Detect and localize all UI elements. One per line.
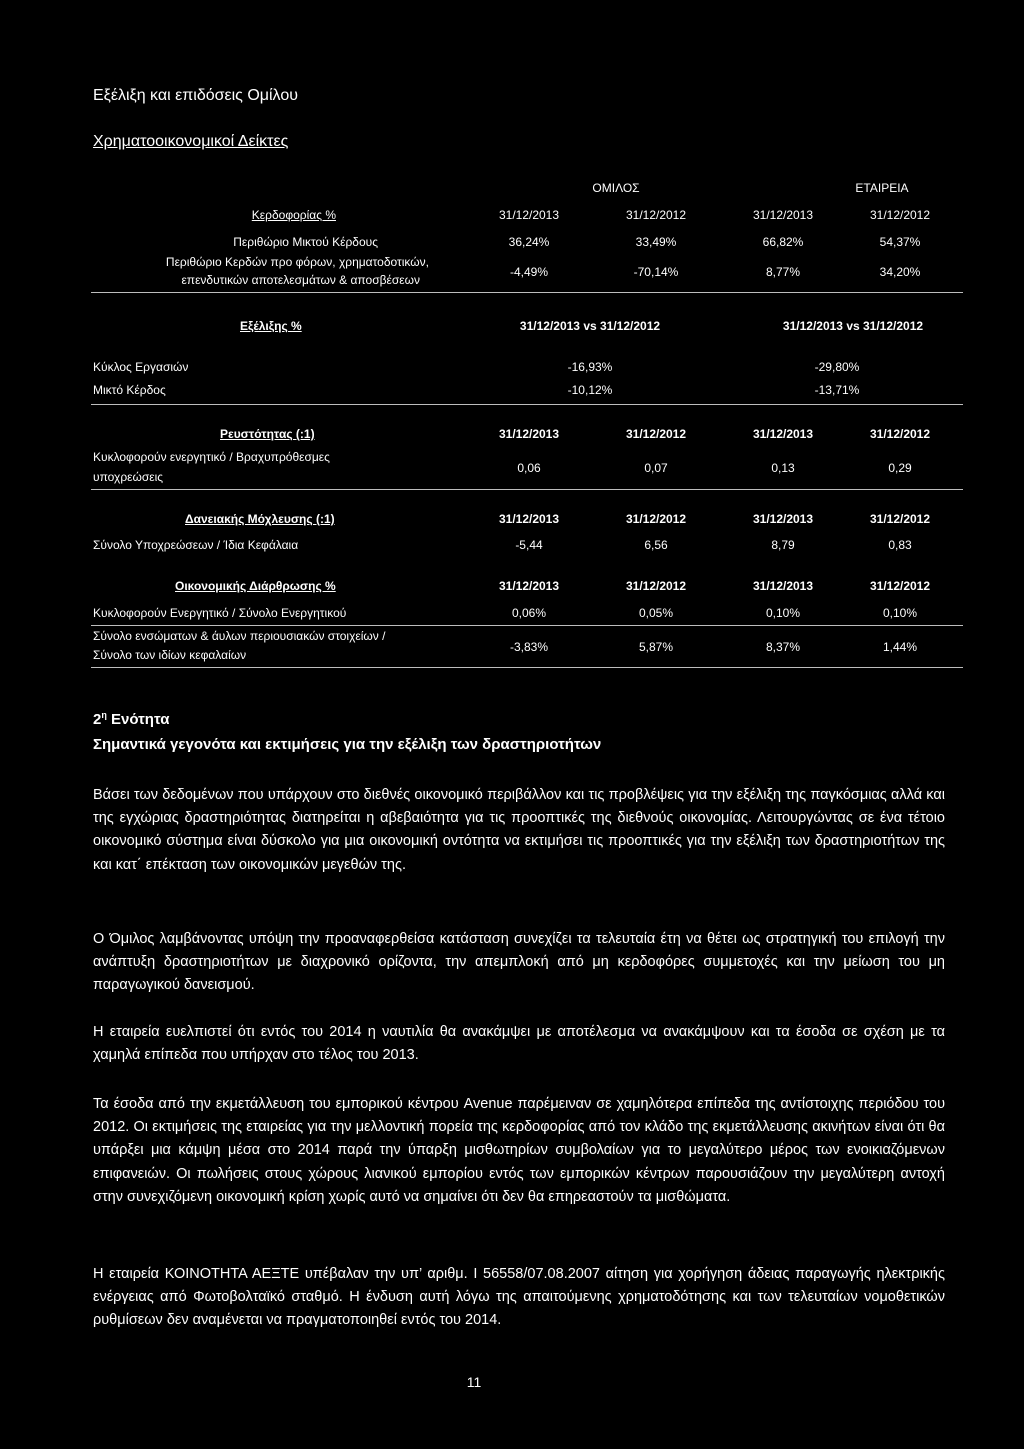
col-header: 31/12/2012 (869, 208, 931, 222)
row-label: Κυκλοφορούν Ενεργητικό / Σύνολο Ενεργητικού (93, 606, 347, 620)
col-header: 31/12/2012 (869, 579, 931, 593)
paragraph: Βάσει των δεδομένων που υπάρχουν στο διεθνές οικονομικό περιβάλλον και τις προβλέψεις για την εξέλιξη της παγκόσμιας αλλά και της εγχώριας δραστηριότητας διατηρείται η αβεβαιότητα για τις προοπτικές της διεθνούς οικονομίας. Λειτουργώντας σε ένα τέτοιο οικονομικό σύστημα είναι δύσκολο για μια οικονομική οντότητα να εκτιμήσει τις προοπτικές για την εξέλιξη των δραστηριοτήτων της και κατ΄ επέκταση των οικονομικών μεγεθών της. (93, 787, 945, 873)
table-cell: -3,83% (509, 640, 549, 654)
table-cell: 5,87% (638, 640, 674, 654)
row-label: Κύκλος Εργασιών (93, 360, 189, 374)
table-cell: 8,79 (771, 538, 795, 552)
table-cell: 8,77% (765, 265, 801, 279)
row-label: Σύνολο των ιδίων κεφαλαίων (93, 648, 247, 662)
section2-word: Ενότητα (106, 711, 170, 728)
col-header: 31/12/2012 (625, 579, 687, 593)
group-header: ΟΜΙΛΟΣ (592, 181, 640, 195)
table-cell: 0,83 (888, 538, 912, 552)
table-cell: 33,49% (635, 235, 677, 249)
row-label: Περιθώριο Μικτού Κέρδους (233, 235, 378, 249)
table-cell: 1,44% (882, 640, 918, 654)
col-header: 31/12/2012 (625, 427, 687, 441)
paragraph: Τα έσοδα από την εκμετάλλευση του εμπορικού κέντρου Avenue παρέμειναν σε χαμηλότερα επίπεδα της αντίστοιχης περιόδου του 2012. Οι εκτιμήσεις της εταιρείας για την μελλοντική πορεία της κερδοφορίας από τον κλάδο της εκμετάλλευσης ακινήτων είναι ότι θα υπάρξει μια κάμψη μέσα στο 2014 παρά την ύπαρξη μισθωτηρίων συμβολαίων για το μεγαλύτερο μέρος των ενοικιαζόμενων επιφανειών. Οι πωλήσεις στους χώρους λιανικού εμπορίου εντός των εμπορικών κέντρων παρουσιάζουν την μεγαλύτερη αντοχή στην συνεχιζόμενη οικονομική κρίση χωρίς αυτό να σημαίνει ότι δεν θα επηρεαστούν τα μισθώματα. (93, 1096, 945, 1205)
table-cell: 66,82% (762, 235, 804, 249)
section2-subtitle: Σημαντικά γεγονότα και εκτιμήσεις για την εξέλιξη των δραστηριοτήτων (93, 736, 602, 753)
divider (91, 292, 963, 293)
paragraph: Η εταιρεία ΚΟΙΝΟΤΗΤΑ ΑΕΞΤΕ υπέβαλαν την υπ’ αριθμ. Ι 56558/07.08.2007 αίτηση για χορήγηση άδειας παραγωγής ηλεκτρικής ενέργειας από Φωτοβολταϊκό σταθμό. Η ένδυση αυτή λόγω της απαιτούμενης χρηματοδότησης και των τελευταίων νομοθετικών ρυθμίσεων δεν αναμένεται να πραγματοποιηθεί εντός του 2014. (93, 1266, 945, 1329)
table-cell: 54,37% (879, 235, 921, 249)
row-label: Περιθώριο Κερδών προ φόρων, χρηματοδοτικών, (165, 255, 429, 269)
table-cell: 0,07 (644, 461, 668, 475)
divider (91, 667, 963, 668)
col-header: 31/12/2013 (498, 512, 560, 526)
row-label: Σύνολο ενσώματων & άυλων περιουσιακών στοιχείων / (93, 629, 386, 643)
table-cell: 0,13 (771, 461, 795, 475)
col-header: 31/12/2013 vs 31/12/2012 (519, 319, 661, 333)
divider (91, 625, 963, 626)
row-label: επενδυτικών αποτελεσμάτων & αποσβέσεων (181, 273, 420, 287)
structure-title: Οικονομικής Διάρθρωσης % (175, 579, 336, 593)
page-number: 11 (466, 1374, 482, 1390)
col-header: 31/12/2012 (869, 512, 931, 526)
row-label: Σύνολο Υποχρεώσεων / Ίδια Κεφάλαια (93, 538, 299, 552)
table-cell: 0,10% (765, 606, 801, 620)
company-header: ΕΤΑΙΡΕΙΑ (855, 181, 909, 195)
col-header: 31/12/2013 vs 31/12/2012 (782, 319, 924, 333)
row-label: υποχρεώσεις (93, 470, 164, 484)
table-cell: -70,14% (633, 265, 679, 279)
col-header: 31/12/2012 (625, 512, 687, 526)
section-title: Χρηματοοικονομικοί Δείκτες (93, 133, 289, 150)
table-cell: 0,05% (638, 606, 674, 620)
leverage-title: Δανειακής Μόχλευσης (:1) (185, 512, 335, 526)
table-cell: 34,20% (879, 265, 921, 279)
divider (91, 489, 963, 490)
col-header: 31/12/2013 (752, 512, 814, 526)
liquidity-title: Ρευστότητας (:1) (220, 427, 315, 441)
col-header: 31/12/2013 (752, 427, 814, 441)
page-title: Εξέλιξη και επιδόσεις Ομίλου (93, 87, 298, 104)
profitability-title: Κερδοφορίας % (251, 208, 336, 222)
table-cell: 6,56 (644, 538, 668, 552)
divider (91, 404, 963, 405)
col-header: 31/12/2013 (498, 208, 560, 222)
table-cell: -13,71% (814, 383, 860, 397)
section2-number: 2 (93, 711, 102, 728)
col-header: 31/12/2013 (752, 579, 814, 593)
table-cell: -16,93% (567, 360, 613, 374)
table-cell: -29,80% (814, 360, 860, 374)
table-cell: 36,24% (508, 235, 550, 249)
paragraph: Ο Όμιλος λαμβάνοντας υπόψη την προαναφερθείσα κατάσταση συνεχίζει τα τελευταία έτη να θέτει ως στρατηγική του επιλογή την ανάπτυξη δραστηριοτήτων με διαχρονικό ορίζοντα, την απεμπλοκή από μη κερδοφόρες συμμετοχές και την μείωση του μη παραγωγικού δανεισμού. (93, 931, 945, 994)
row-label: Μικτό Κέρδος (93, 383, 166, 397)
paragraph: Η εταιρεία ευελπιστεί ότι εντός του 2014 η ναυτιλία θα ανακάμψει με αποτέλεσμα να ανακάμψουν και τα έσοδα σε σχέση με τα χαμηλά επίπεδα που υπήρχαν στο τέλος του 2013. (93, 1024, 945, 1064)
row-label: Κυκλοφορούν ενεργητικό / Βραχυπρόθεσμες (93, 450, 330, 464)
section2-heading (93, 710, 169, 728)
col-header: 31/12/2012 (625, 208, 687, 222)
col-header: 31/12/2013 (498, 427, 560, 441)
table-cell: 8,37% (765, 640, 801, 654)
table-cell: 0,06% (511, 606, 547, 620)
table-cell: -10,12% (567, 383, 613, 397)
growth-title: Εξέλιξης % (240, 319, 302, 333)
col-header: 31/12/2012 (869, 427, 931, 441)
table-cell: 0,29 (888, 461, 912, 475)
table-cell: -5,44 (515, 538, 543, 552)
col-header: 31/12/2013 (498, 579, 560, 593)
section2-superscript: η (101, 710, 107, 720)
table-cell: 0,06 (517, 461, 541, 475)
col-header: 31/12/2013 (752, 208, 814, 222)
table-cell: 0,10% (882, 606, 918, 620)
table-cell: -4,49% (509, 265, 549, 279)
